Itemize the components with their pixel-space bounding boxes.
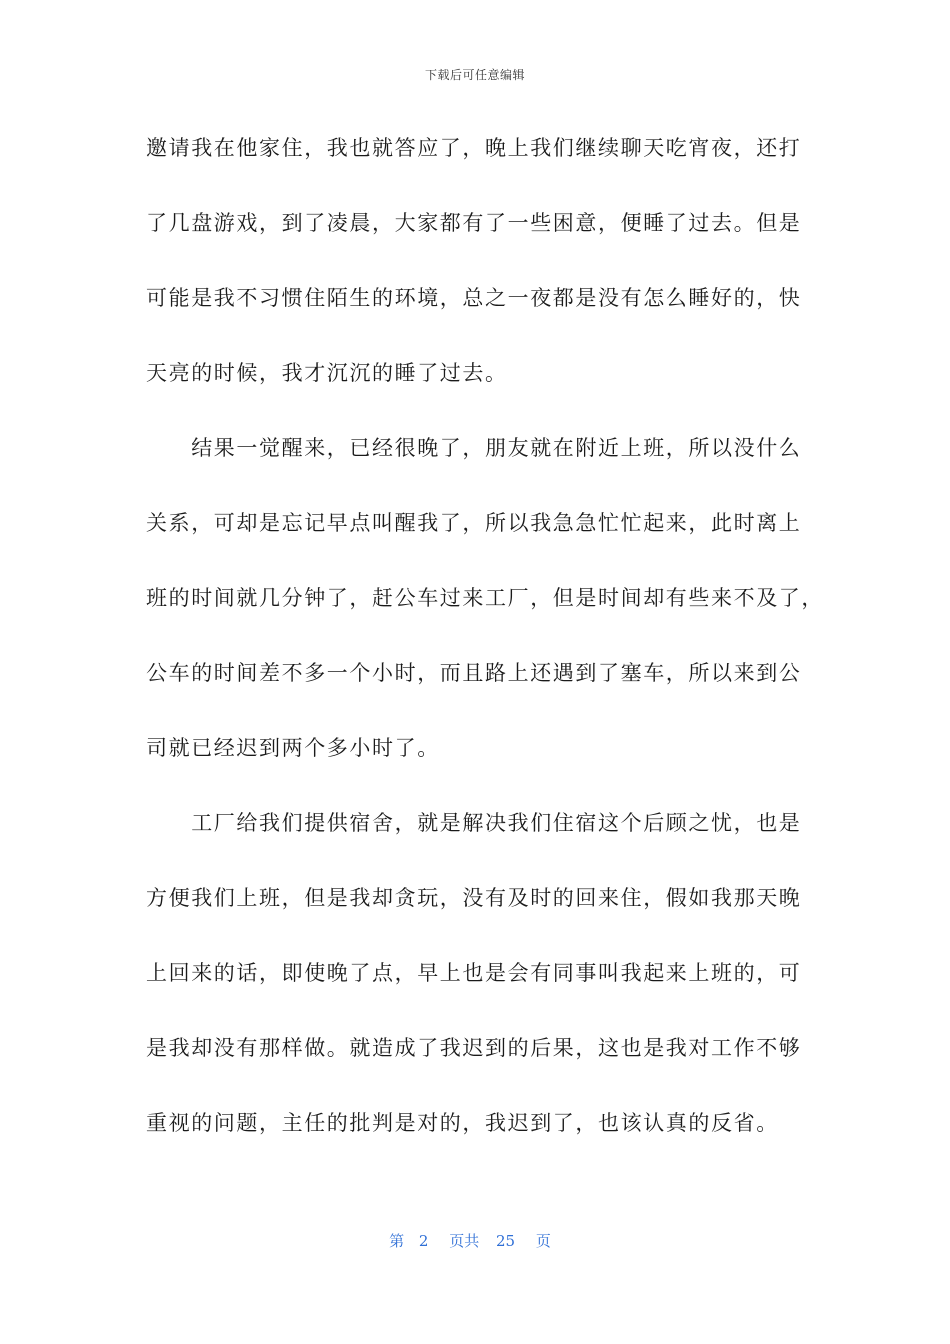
footer-ye: 页 xyxy=(535,1232,551,1250)
total-pages: 25 xyxy=(496,1232,516,1250)
text-line: 上回来的话，即使晚了点，早上也是会有同事叫我起来上班的，可 xyxy=(146,961,802,985)
footer-ye-gong: 页共 xyxy=(449,1232,480,1250)
text-line: 结果一觉醒来，已经很晚了，朋友就在附近上班，所以没什么 xyxy=(146,436,802,460)
text-line: 公车的时间差不多一个小时，而且路上还遇到了塞车，所以来到公 xyxy=(146,661,802,685)
text-line: 关系，可却是忘记早点叫醒我了，所以我急急忙忙起来，此时离上 xyxy=(146,511,802,535)
footer-di: 第 xyxy=(389,1232,405,1250)
text-line: 天亮的时候，我才沉沉的睡了过去。 xyxy=(146,361,508,385)
text-line: 方便我们上班，但是我却贪玩，没有及时的回来住，假如我那天晚 xyxy=(146,886,802,910)
text-line: 邀请我在他家住，我也就答应了，晚上我们继续聊天吃宵夜，还打 xyxy=(146,136,802,160)
page-number: 2 xyxy=(418,1232,429,1250)
text-line: 重视的问题，主任的批判是对的，我迟到了，也该认真的反省。 xyxy=(146,1111,779,1135)
text-line: 司就已经迟到两个多小时了。 xyxy=(146,736,440,760)
page-header: 下载后可任意编辑 xyxy=(424,68,525,82)
page-footer xyxy=(0,1230,950,1251)
text-line: 班的时间就几分钟了，赶公车过来工厂，但是时间却有些来不及了， xyxy=(146,586,824,610)
text-line: 了几盘游戏，到了凌晨，大家都有了一些困意，便睡了过去。但是 xyxy=(146,211,802,235)
text-line: 是我却没有那样做。就造成了我迟到的后果，这也是我对工作不够 xyxy=(146,1036,802,1060)
body-text xyxy=(146,128,824,1178)
text-line: 可能是我不习惯住陌生的环境，总之一夜都是没有怎么睡好的，快 xyxy=(146,286,802,310)
text-line: 工厂给我们提供宿舍，就是解决我们住宿这个后顾之忧，也是 xyxy=(146,811,802,835)
